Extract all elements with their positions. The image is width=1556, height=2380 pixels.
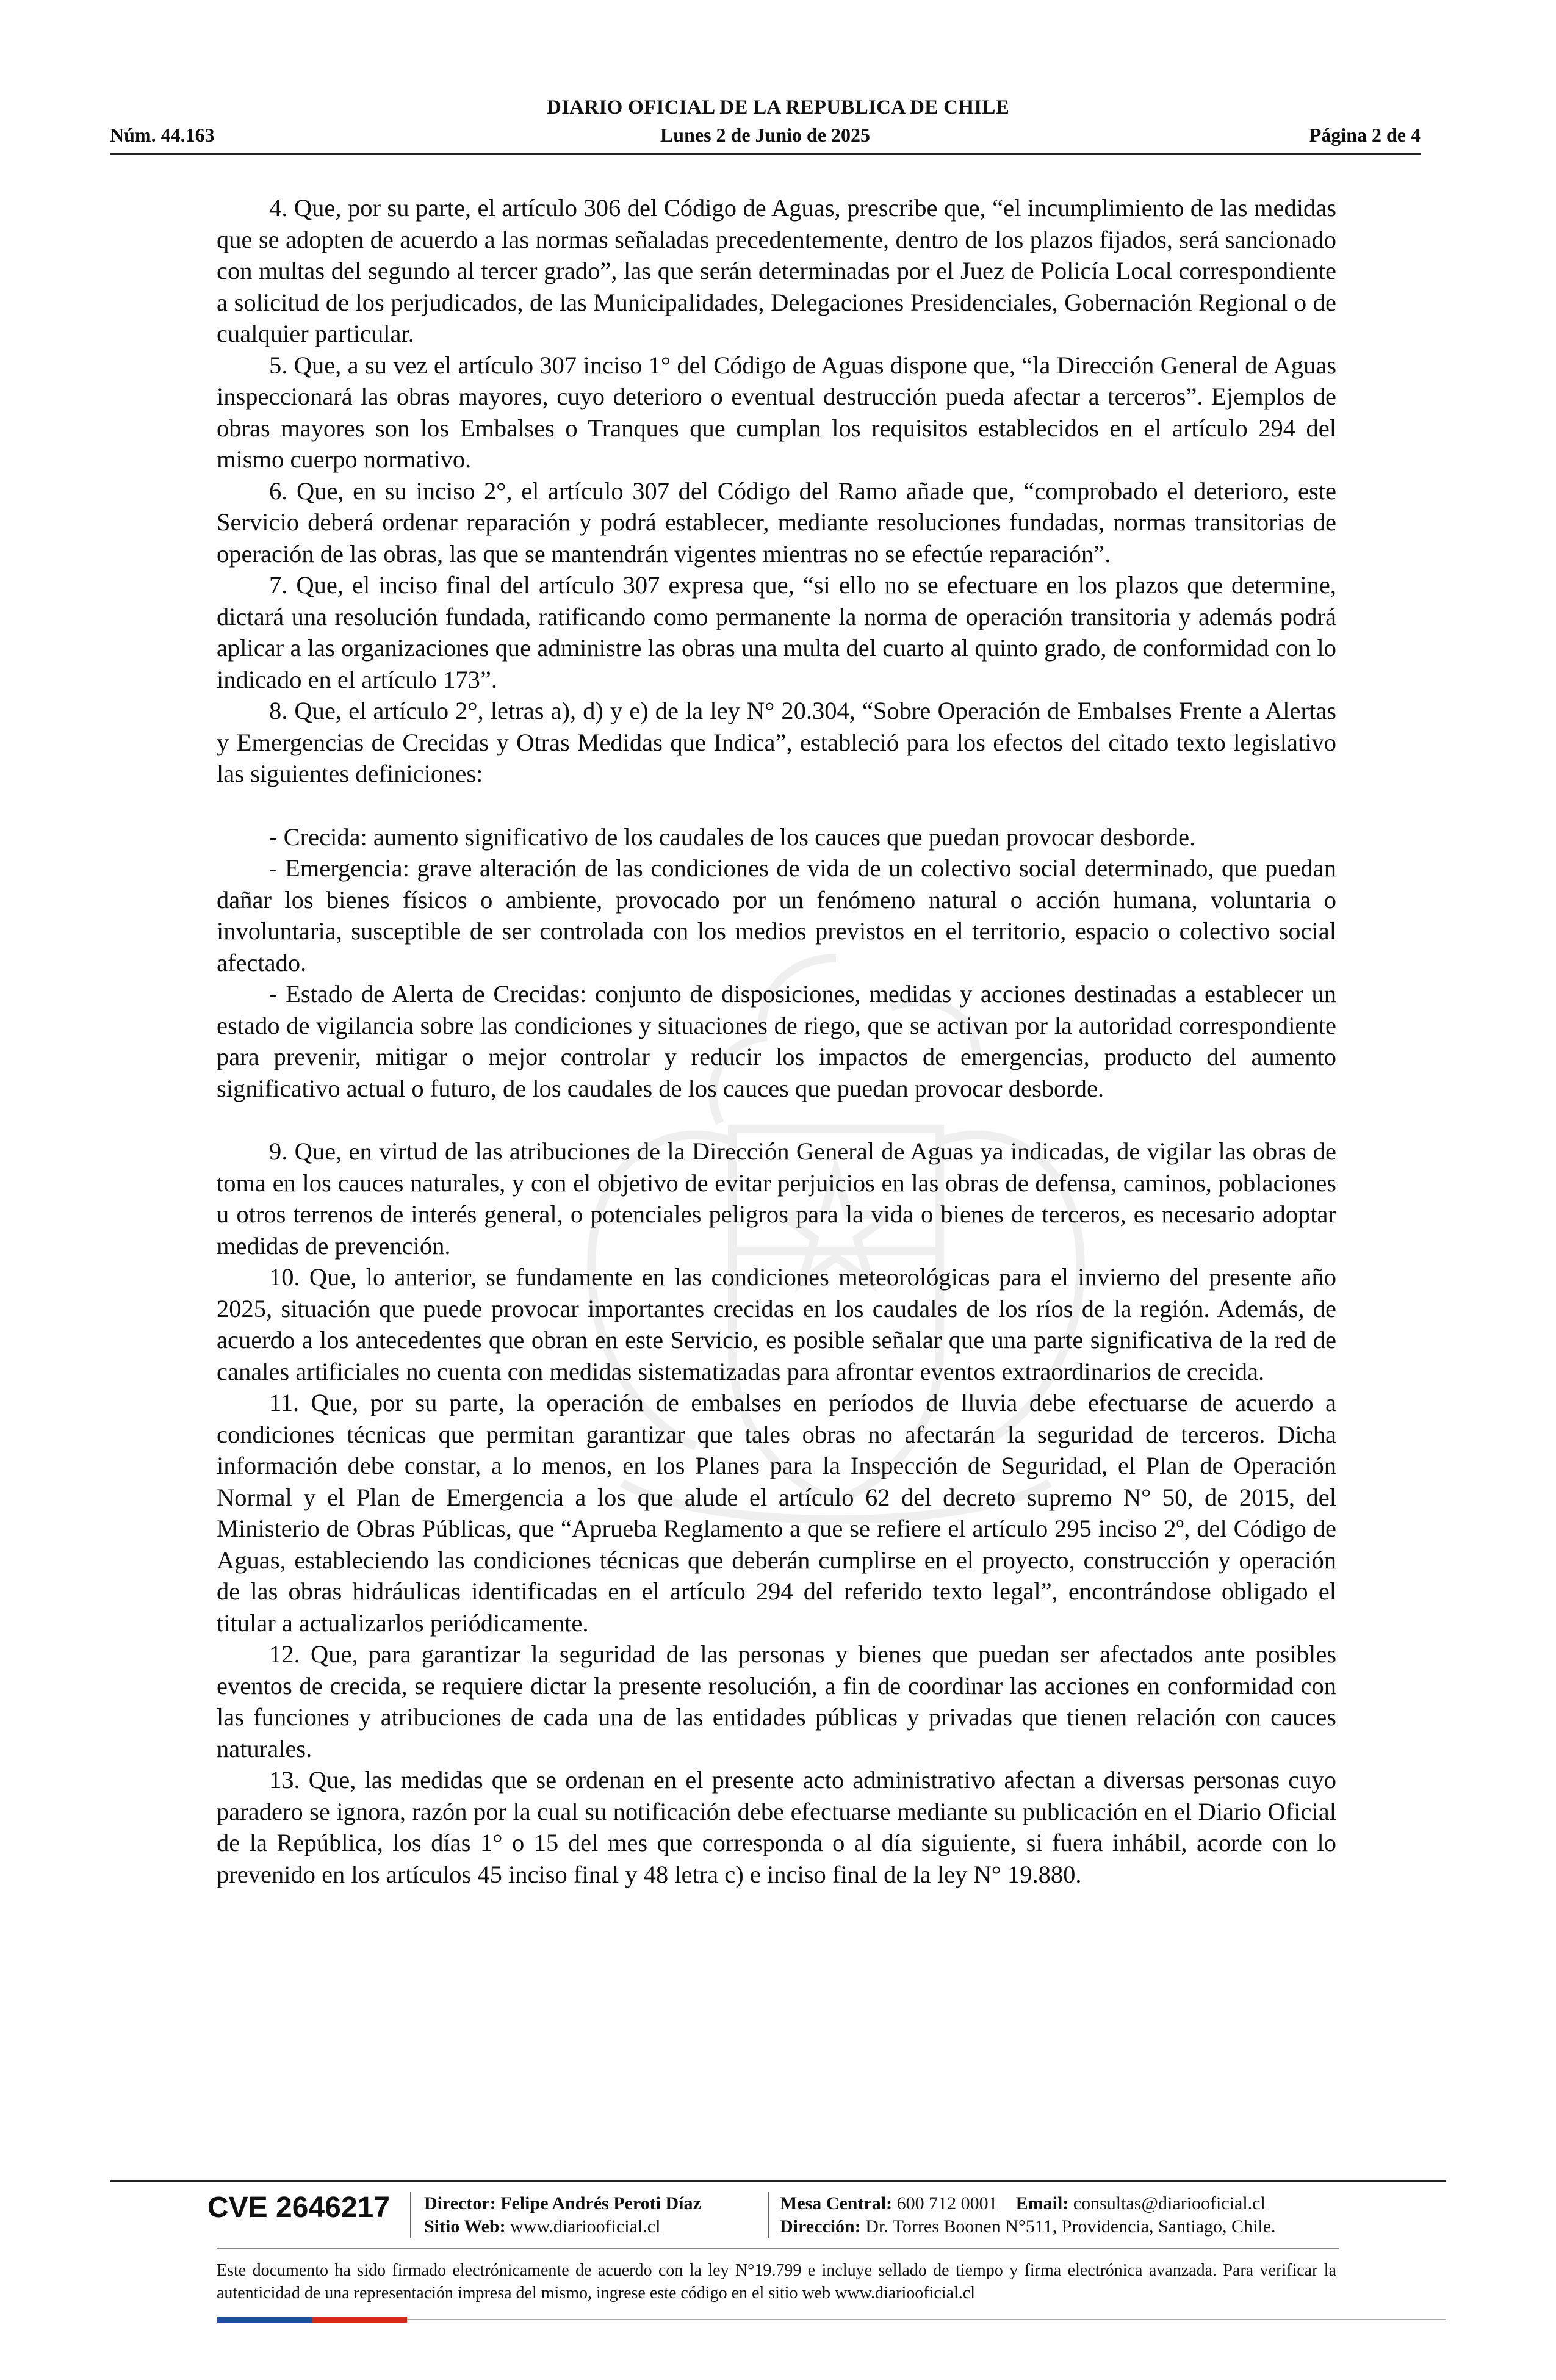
director-name: Felipe Andrés Peroti Díaz — [500, 2193, 701, 2213]
paragraph-13: 13. Que, las medidas que se ordenan en el presente acto administrativo afectan a diversas personas cuyo paradero se ignora, razón por la cual su notificación debe efectuarse mediante su publicación en el Diario Oficial de la República, los días 1° o 15 del mes que corresponda o al día siguiente, si fuera inhábil, acorde con lo prevenido en los artículos 45 inciso final y 48 letra c) e inciso final de la ley N° 19.880. — [217, 1766, 1336, 1888]
flag-red-segment — [312, 2317, 407, 2323]
footer-contact-block — [780, 2192, 1276, 2238]
email-label: Email: — [1015, 2193, 1069, 2213]
director-label: Director: — [424, 2193, 496, 2213]
flag-blue-segment — [217, 2317, 312, 2323]
footer-director-block — [424, 2192, 701, 2238]
header-divider — [110, 153, 1421, 155]
paragraph-12: 12. Que, para garantizar la seguridad de las personas y bienes que puedan ser afectados ante posibles eventos de crecida, se requiere dictar la presente resolución, a fin de coordinar las acciones en conformidad con las funciones y atribuciones de cada una de las entidades públicas y privadas que tienen relación con cauces naturales. — [217, 1640, 1336, 1762]
site-link[interactable]: www.diariooficial.cl — [510, 2216, 661, 2237]
newspaper-title: DIARIO OFICIAL DE LA REPUBLICA DE CHILE — [546, 96, 1010, 118]
footer-divider — [110, 2180, 1446, 2182]
footer-separator — [768, 2192, 769, 2238]
issue-number: Núm. 44.163 — [110, 124, 215, 146]
footer-bottom-line — [407, 2319, 1446, 2320]
paragraph-5: 5. Que, a su vez el artículo 307 inciso 1° del Código de Aguas dispone que, “la Dirección General de Aguas inspeccionará las obras mayores, cuyo deterioro o eventual destrucción pueda afectar a terceros”. Ejemplos de obras mayores son los Embalses o Tranques que cumplan los requisitos establecidos en el artículo 294 del mismo cuerpo normativo. — [217, 351, 1336, 473]
definition-emergencia: - Emergencia: grave alteración de las condiciones de vida de un colectivo social determinado, que puedan dañar los bienes físicos o ambiente, provocado por un fenómeno natural o acción humana, voluntaria o involuntaria, susceptible de ser controlada con los medios previstos en el territorio, espacio o colectivo social afectado. — [217, 854, 1336, 976]
site-label: Sitio Web: — [424, 2216, 506, 2237]
footer-separator — [410, 2192, 411, 2238]
paragraph-10: 10. Que, lo anterior, se fundamente en las condiciones meteorológicas para el invierno del presente año 2025, situación que puede provocar importantes crecidas en los caudales de los ríos de la región. Además, de acuerdo a los antecedentes que obran en este Servicio, es posible señalar que una parte significativa de la red de canales artificiales no cuenta con medidas sistematizadas para afrontar eventos extraordinarios de crecida. — [217, 1263, 1336, 1385]
paragraph-6: 6. Que, en su inciso 2°, el artículo 307 del Código del Ramo añade que, “comprobado el deterioro, este Servicio deberá ordenar reparación y podrá establecer, mediante resoluciones fundadas, normas transitorias de operación de las obras, las que se mantendrán vigentes mientras no se efectúe reparación”. — [217, 477, 1336, 568]
paragraph-9: 9. Que, en virtud de las atribuciones de la Dirección General de Aguas ya indicadas, de vigilar las obras de toma en los cauces naturales, y con el objetivo de evitar perjuicios en las obras de defensa, caminos, poblaciones u otros terrenos de interés general, o potenciales peligros para la vida o bienes de terceros, es necesario adoptar medidas de prevención. — [217, 1138, 1336, 1260]
phone-label: Mesa Central: — [780, 2193, 893, 2213]
flag-stripe — [217, 2317, 407, 2323]
phone-value: 600 712 0001 — [896, 2193, 998, 2213]
footer-inner-divider — [217, 2248, 1339, 2249]
page-indicator: Página 2 de 4 — [1309, 124, 1421, 146]
address-label: Dirección: — [780, 2216, 861, 2237]
definition-crecida: - Crecida: aumento significativo de los caudales de los cauces que puedan provocar desborde. — [269, 823, 1196, 851]
definition-estado-alerta: - Estado de Alerta de Crecidas: conjunto de disposiciones, medidas y acciones destinadas a establecer un estado de vigilancia sobre las condiciones y situaciones de riego, que se activan por la autoridad correspondiente para prevenir, mitigar o mejor controlar y reducir los impactos de emergencias, producto del aumento significativo actual o futuro, de los caudales de los cauces que puedan provocar desborde. — [217, 980, 1336, 1102]
spacer — [217, 790, 1336, 821]
authenticity-note: Este documento ha sido firmado electrónicamente de acuerdo con la ley N°19.799 e incluye sellado de tiempo y firma electrónica avanzada. Para verificar la autenticidad de una representación impresa del mismo, ingrese este código en el sitio web www.diariooficial.cl — [217, 2261, 1336, 2302]
issue-date: Lunes 2 de Junio de 2025 — [660, 124, 871, 146]
paragraph-4: 4. Que, por su parte, el artículo 306 del Código de Aguas, prescribe que, “el incumplimiento de las medidas que se adopten de acuerdo a las normas señaladas precedentemente, dentro de los plazos fijados, será sancionado con multas del segundo al tercer grado”, las que serán determinadas por el Juez de Policía Local correspondiente a solicitud de los perjudicados, de las Municipalidades, Delegaciones Presidenciales, Gobernación Regional o de cualquier particular. — [217, 194, 1336, 347]
address-value: Dr. Torres Boonen N°511, Providencia, Santiago, Chile. — [865, 2216, 1276, 2237]
header-row — [110, 124, 1421, 146]
email-link[interactable]: consultas@diariooficial.cl — [1073, 2193, 1266, 2213]
spacer — [217, 1104, 1336, 1136]
paragraph-7: 7. Que, el inciso final del artículo 307 expresa que, “si ello no se efectuare en los plazos que determine, dictará una resolución fundada, ratificando como permanente la norma de operación transitoria y además podrá aplicar a las organizaciones que administre las obras una multa del cuarto al quinto grado, de conformidad con lo indicado en el artículo 173”. — [217, 571, 1336, 693]
paragraph-11: 11. Que, por su parte, la operación de embalses en períodos de lluvia debe efectuarse de acuerdo a condiciones técnicas que permitan garantizar que tales obras no afectarán la seguridad de terceros. Dicha información debe constar, a lo menos, en los Planes para la Inspección de Seguridad, el Plan de Operación Normal y el Plan de Emergencia a los que alude el artículo 62 del decreto supremo N° 50, de 2015, del Ministerio de Obras Públicas, que “Aprueba Reglamento a que se refiere el artículo 295 inciso 2º, del Código de Aguas, estableciendo las condiciones técnicas que deberán cumplirse en el proyecto, construcción y operación de las obras hidráulicas identificadas en el artículo 294 del referido texto legal”, encontrándose obligado el titular a actualizarlos periódicamente. — [217, 1389, 1336, 1637]
paragraph-8: 8. Que, el artículo 2°, letras a), d) y e) de la ley N° 20.304, “Sobre Operación de Embalses Frente a Alertas y Emergencias de Crecidas y Otras Medidas que Indica”, estableció para los efectos del citado texto legislativo las siguientes definiciones: — [217, 697, 1336, 787]
cve-code: CVE 2646217 — [207, 2191, 390, 2224]
document-body — [217, 192, 1336, 1890]
